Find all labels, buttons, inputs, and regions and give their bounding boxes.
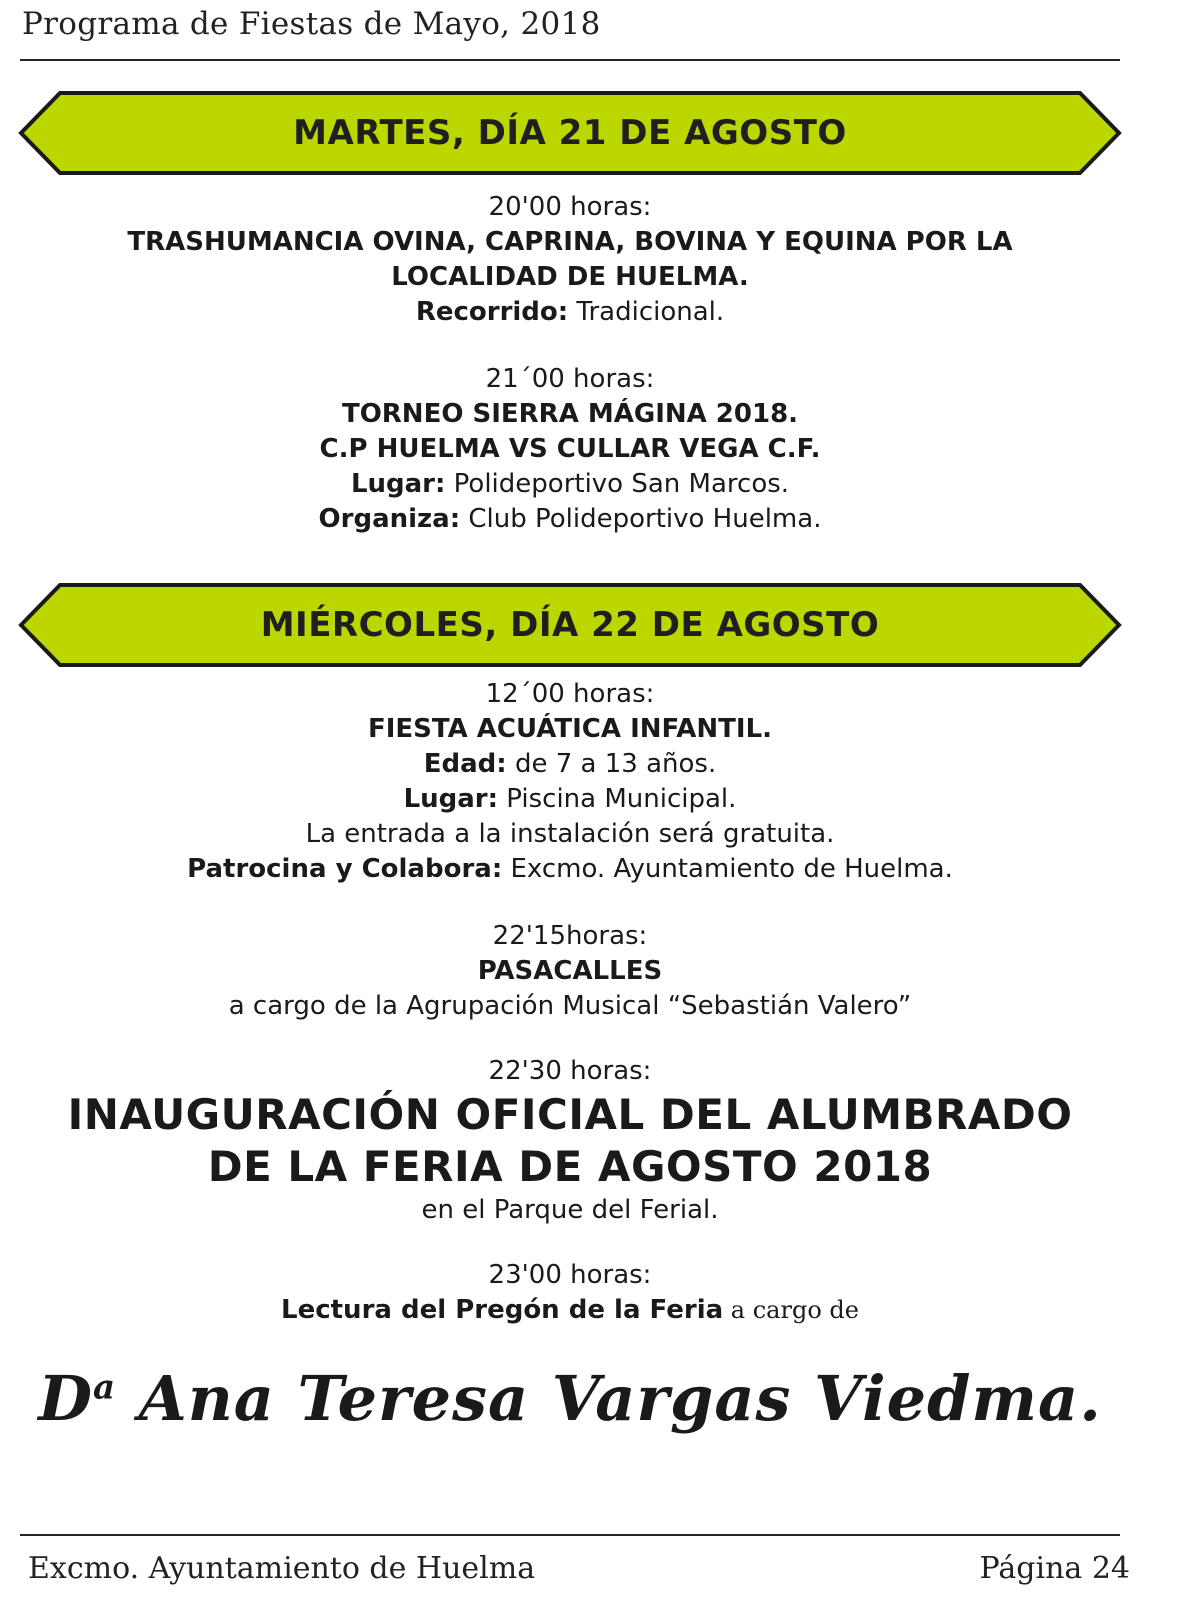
header-divider — [20, 59, 1120, 61]
event-description: a cargo de la Agrupación Musical “Sebastián Valero” — [228, 991, 912, 1021]
event-title — [20, 1293, 1120, 1328]
event-fiesta-acuatica — [20, 677, 1120, 887]
speaker-name — [20, 1362, 1120, 1435]
page-header-title: Programa de Fiestas de Mayo, 2018 — [22, 6, 601, 42]
event-time: 20'00 horas: — [488, 192, 652, 222]
footer-organization: Excmo. Ayuntamiento de Huelma — [28, 1551, 536, 1586]
event-age — [20, 747, 1120, 782]
route-value: Tradicional. — [568, 297, 725, 327]
pregon-title: Lectura del Pregón de la Feria — [281, 1295, 724, 1325]
day-banner-tuesday — [18, 90, 1122, 176]
event-subtitle: C.P HUELMA VS CULLAR VEGA C.F. — [319, 434, 821, 464]
event-title: PASACALLES — [477, 956, 663, 986]
day-banner-wednesday — [18, 582, 1122, 668]
organizer-value: Club Polideportivo Huelma. — [460, 504, 822, 534]
event-place — [20, 782, 1120, 817]
speaker-full-name: Ana Teresa Vargas Viedma. — [116, 1362, 1102, 1435]
event-place — [20, 467, 1120, 502]
banner-title: MIÉRCOLES, DÍA 22 DE AGOSTO — [260, 605, 880, 645]
event-place: en el Parque del Ferial. — [421, 1195, 719, 1225]
sponsor-label: Patrocina y Colabora: — [187, 854, 503, 884]
age-label: Edad: — [423, 749, 507, 779]
event-time: 23'00 horas: — [488, 1260, 652, 1290]
sponsor-value: Excmo. Ayuntamiento de Huelma. — [502, 854, 953, 884]
speaker-prefix: D — [38, 1362, 93, 1435]
organizer-label: Organiza: — [318, 504, 461, 534]
event-organizer — [20, 502, 1120, 537]
event-time: 22'30 horas: — [488, 1056, 652, 1086]
place-value: Piscina Municipal. — [498, 784, 737, 814]
event-pasacalles — [20, 919, 1120, 1024]
event-title: INAUGURACIÓN OFICIAL DEL ALUMBRADO — [67, 1090, 1073, 1139]
page-number: Página 24 — [979, 1551, 1130, 1586]
place-label: Lugar: — [350, 469, 446, 499]
event-time: 21´00 horas: — [485, 364, 655, 394]
event-note: La entrada a la instalación será gratuita. — [305, 819, 835, 849]
event-title: TORNEO SIERRA MÁGINA 2018. — [341, 399, 799, 429]
event-time: 22'15horas: — [492, 921, 648, 951]
place-label: Lugar: — [403, 784, 499, 814]
event-sponsor — [20, 852, 1120, 887]
speaker-prefix-superscript: a — [92, 1367, 117, 1408]
event-trashumancia — [20, 190, 1120, 330]
banner-title: MARTES, DÍA 21 DE AGOSTO — [293, 113, 847, 153]
footer-divider — [20, 1534, 1120, 1536]
event-time: 12´00 horas: — [485, 679, 655, 709]
event-title-continued: DE LA FERIA DE AGOSTO 2018 — [207, 1142, 933, 1191]
event-torneo — [20, 362, 1120, 537]
event-title: FIESTA ACUÁTICA INFANTIL. — [367, 714, 773, 744]
event-title-continued: LOCALIDAD DE HUELMA. — [391, 262, 749, 292]
place-value: Polideportivo San Marcos. — [445, 469, 790, 499]
route-label: Recorrido: — [415, 297, 569, 327]
age-value: de 7 a 13 años. — [506, 749, 717, 779]
event-inauguracion — [20, 1054, 1120, 1228]
event-route — [20, 295, 1120, 330]
pregon-suffix: a cargo de — [723, 1296, 859, 1324]
event-title: TRASHUMANCIA OVINA, CAPRINA, BOVINA Y EQUINA POR LA — [127, 227, 1013, 257]
event-pregon — [20, 1258, 1120, 1328]
